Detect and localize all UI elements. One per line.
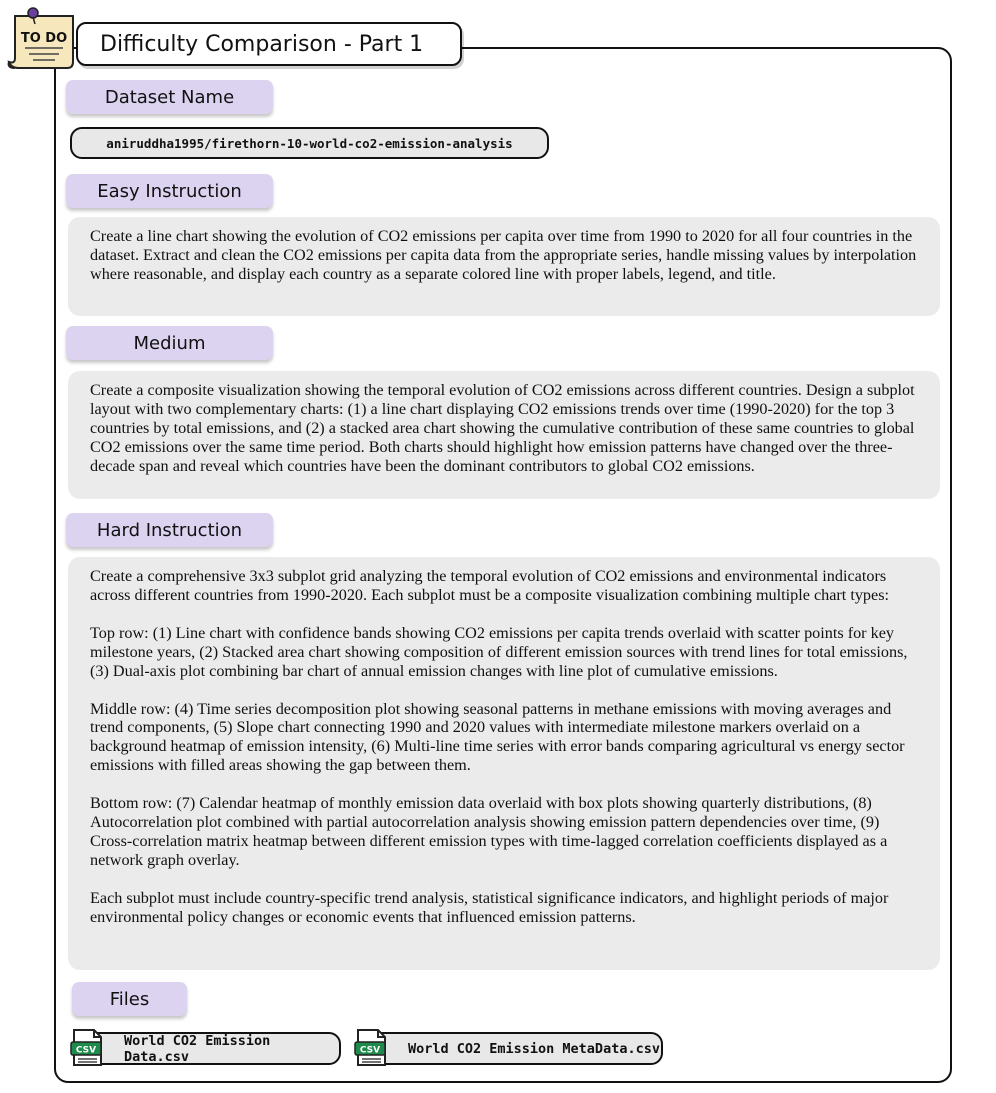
file-name: World CO2 Emission MetaData.csv [408, 1040, 660, 1057]
csv-file-icon [70, 1028, 104, 1068]
dataset-label: Dataset Name [66, 80, 273, 114]
svg-text:CSV: CSV [75, 1045, 97, 1056]
todo-note-icon [5, 6, 77, 72]
svg-text:CSV: CSV [359, 1045, 381, 1056]
hard-instruction-label: Hard Instruction [66, 513, 273, 547]
todo-note-label: TO DO [20, 31, 68, 46]
dataset-name-value: aniruddha1995/firethorn-10-world-co2-emission-analysis [106, 135, 513, 151]
medium-instruction-box [68, 371, 940, 499]
hard-paragraph: Create a comprehensive 3x3 subplot grid analyzing the temporal evolution of CO2 emissions and environmental indicators across different countries from 1990-2020. Each subplot must be a composite visualization combining multiple chart types: [90, 567, 890, 604]
easy-instruction-text: Create a line chart showing the evolution of CO2 emissions per capita over time from 1990 to 2020 for all four countries in the dataset. Extract and clean the CO2 emissions per capita data from the appropriate series, handle missing values by interpolation where reasonable, and display each country as a separate colored line with proper labels, legend, and title. [90, 227, 917, 283]
hard-paragraph: Top row: (1) Line chart with confidence bands showing CO2 emissions per capita trends overlaid with scatter points for key milestone years, (2) Stacked area chart showing composition of different emission sources with trend lines for total emissions, (3) Dual-axis plot combining bar chart of annual emission changes with line plot of cumulative emissions. [90, 623, 908, 680]
easy-instruction-box [68, 217, 940, 316]
page-title [76, 22, 462, 66]
csv-file-icon [354, 1028, 388, 1068]
hard-paragraph: Middle row: (4) Time series decomposition plot showing seasonal patterns in methane emissions with moving averages and trend components, (5) Slope chart connecting 1990 and 2020 values with intermediate milestone markers overlaid on a background heatmap of emission intensity, (6) Multi-line time series with error bands comparing agricultural vs energy sector emissions with filled areas showing the gap between them. [90, 699, 905, 775]
dataset-name-field [70, 127, 549, 159]
file-chip-data[interactable] [84, 1032, 341, 1065]
files-label: Files [72, 982, 187, 1016]
medium-instruction-text: Create a composite visualization showing the temporal evolution of CO2 emissions across different countries. Design a subplot layout with two complementary charts: (1) a line chart displaying CO2 emissions trends over time (1990-2020) for the top 3 countries by total emissions, and (2) a stacked area chart showing the cumulative contribution of these same countries to global CO2 emissions over the same time period. Both charts should highlight how emission patterns have changed over the three-decade span and reveal which countries have been the dominant contributors to global CO2 emissions. [90, 381, 915, 475]
file-name: World CO2 Emission Data.csv [124, 1032, 271, 1065]
page-title-text: Difficulty Comparison - Part 1 [100, 31, 424, 57]
hard-paragraph: Bottom row: (7) Calendar heatmap of monthly emission data overlaid with box plots showing quarterly distributions, (8) Autocorrelation plot combined with partial autocorrelation analysis showing emission pattern dependencies over time, (9) Cross-correlation matrix heatmap between different emission types with time-lagged correlation coefficients displayed as a network graph overlay. [90, 794, 888, 869]
hard-instruction-box [68, 557, 940, 970]
hard-paragraph: Each subplot must include country-specific trend analysis, statistical significance indicators, and highlight periods of major environmental policy changes or economic events that influenced emission patterns. [90, 888, 889, 926]
file-chip-metadata[interactable] [368, 1032, 663, 1065]
easy-instruction-label: Easy Instruction [66, 174, 273, 208]
medium-label: Medium [66, 326, 273, 360]
